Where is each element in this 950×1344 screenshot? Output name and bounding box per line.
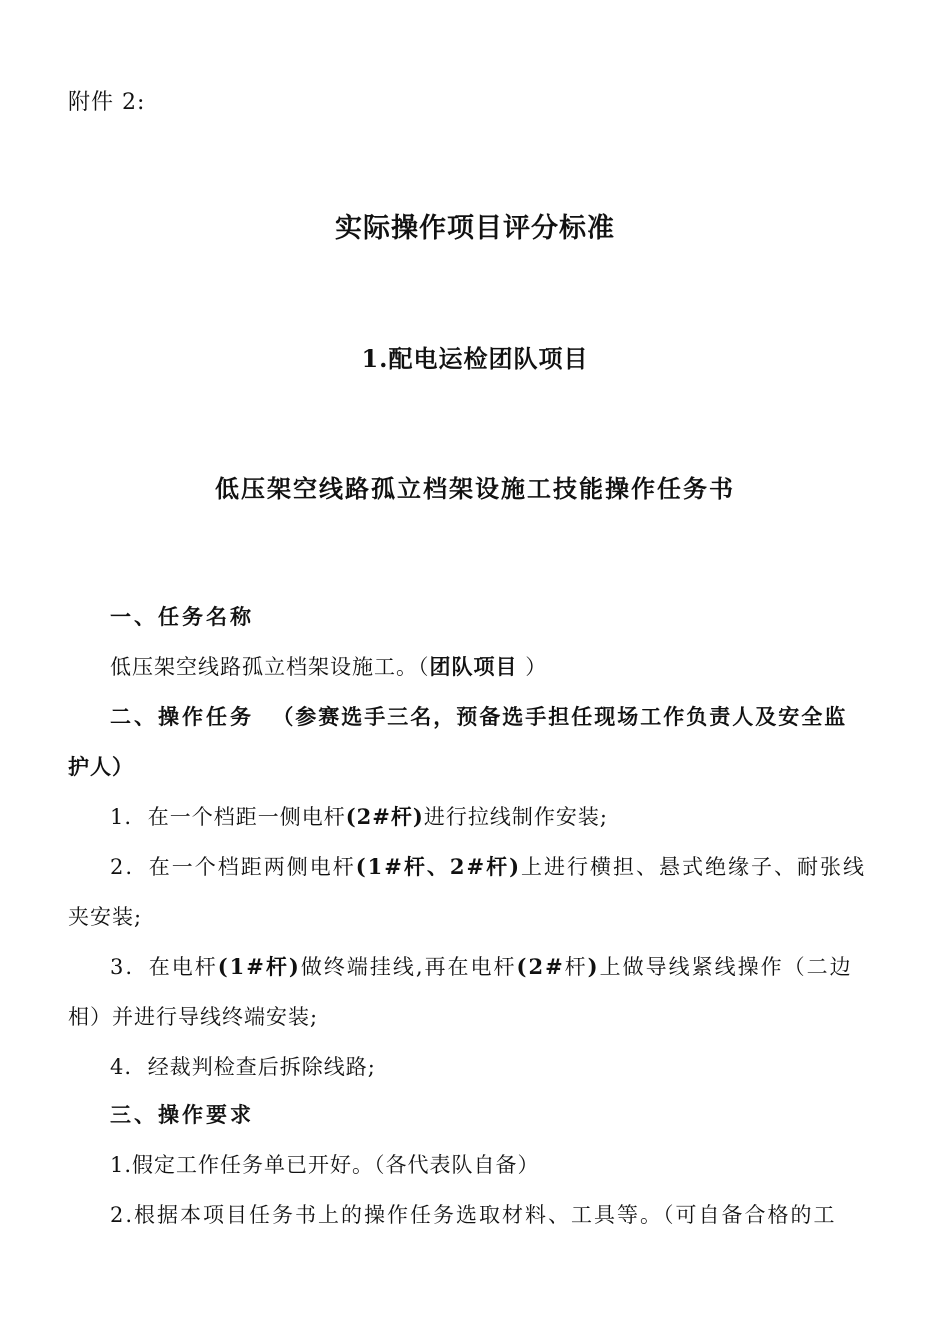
task-item-post: 上进行横担、悬式绝缘子、耐张线 [521,855,867,879]
task-item-mid-2: 杆 [564,955,588,979]
task-item-post: 进行拉线制作安装; [423,805,608,829]
task-item [110,802,608,832]
section1-heading: 一、任务名称 [110,604,254,629]
task-item-bold: (1#杆、2#杆) [355,854,522,879]
section3-heading: 三、操作要求 [110,1102,254,1127]
requirement-item: 1.假定工作任务单已开好。（各代表队自备） [110,1153,540,1177]
task-item-pre: 经裁判检查后拆除线路; [147,1055,376,1079]
task-item [110,952,853,982]
task-item-post: 上做导线紧线操作（二边 [599,955,853,979]
task-item-num: 3. [110,955,135,979]
task-item-bold-2: (2# [516,954,565,979]
task-item-bold: (2#杆) [345,804,424,829]
section1-text-main: 低压架空线路孤立档架设施工。（ [110,655,430,679]
task-item-num: 2. [110,855,135,879]
attachment-label: 附件 2: [68,90,146,115]
section2-note-line2: 护人） [68,754,134,779]
task-item-bold: (1#杆) [217,954,301,979]
task-item-bold-3: ) [587,954,600,979]
task-item-mid: 做终端挂线,再在电杆 [300,955,517,979]
task-book-title: 低压架空线路孤立档架设施工技能操作任务书 [215,474,735,503]
section2-heading: 二、操作任务 [110,704,254,729]
section1-text-bold: 团队项目 [429,654,518,679]
requirement-item: 2.根据本项目任务书上的操作任务选取材料、工具等。（可自备合格的工 [110,1203,837,1227]
task-item-pre: 在一个档距一侧电杆 [147,805,346,829]
section-title: 1.配电运检团队项目 [361,344,589,373]
main-title: 实际操作项目评分标准 [335,213,615,244]
task-item [110,852,866,882]
task-item-continuation: 夹安装; [68,905,143,929]
task-item [110,1052,376,1082]
task-item-pre: 在电杆 [148,955,218,979]
task-item-continuation: 相）并进行导线终端安装; [68,1005,319,1029]
section1-text [110,652,547,682]
section2-heading-line [110,702,848,732]
section2-note-line1: （参赛选手三名，预备选手担任现场工作负责人及安全监 [272,704,848,729]
task-item-pre: 在一个档距两侧电杆 [148,855,356,879]
task-item-num: 1. [110,805,133,829]
task-item-num: 4. [110,1055,133,1079]
section1-text-end: ） [525,655,548,679]
